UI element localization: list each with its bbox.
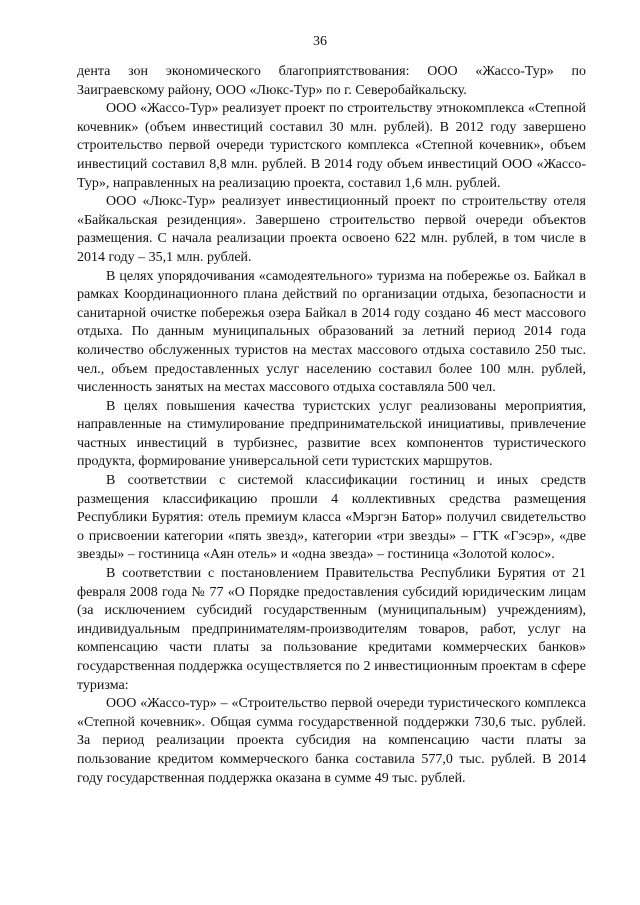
paragraph-continuation: дента зон экономического благоприятствования: ООО «Жассо-Тур» по Заиграевскому району, ООО «Люкс-Тур» по г. Северобайкальску. bbox=[77, 64, 586, 98]
paragraph-zhasso-tour-project: ООО «Жассо-Тур» реализует проект по строительству этнокомплекса «Степной кочевник» (объем инвестиций составил 30 млн. рублей). В 2012 году завершено строительство первой очереди туристского комплекса «Степной кочевник», объем инвестиций составил 8,8 млн. рублей. В 2014 году объем инвестиций ООО «Жассо-Тур», направленных на реализацию проекта, составил 1,6 млн. рублей. bbox=[77, 101, 586, 191]
paragraph-government-resolution: В соответствии с постановлением Правительства Республики Бурятия от 21 февраля 2008 года № 77 «О Порядке предоставления субсидий юридическим лицам (за исключением субсидий государственным (муниципальным) учреждениям), индивидуальным предпринимателям-производителям товаров, работ, услуг на компенсацию части платы за пользование кредитами коммерческих банков» государственная поддержка осуществляется по 2 инвестиционным проектам в сфере туризма: bbox=[77, 566, 586, 693]
page-number: 36 bbox=[313, 34, 327, 49]
paragraph-service-quality: В целях повышения качества туристских услуг реализованы мероприятия, направленные на стимулирование предпринимательской инициативы, привлечение частных инвестиций в турбизнес, развитие всех компонентов туристического продукта, формирование универсальной сети туристских маршрутов. bbox=[77, 398, 586, 470]
paragraph-lyuks-tour-project: ООО «Люкс-Тур» реализует инвестиционный проект по строительству отеля «Байкальская резиденция». Завершено строительство первой очереди объектов размещения. С начала реализации проекта освоено 622 млн. рублей, в том числе в 2014 году – 35,1 млн. рублей. bbox=[77, 194, 586, 265]
body-text bbox=[77, 63, 586, 788]
paragraph-state-support: ООО «Жассо-тур» – «Строительство первой очереди туристического комплекса «Степной кочевник». Общая сумма государственной поддержки 730,6 тыс. рублей. За период реализации проекта субсидия на компенсацию части платы за пользование кредитом коммерческого банка составила 577,0 тыс. рублей. В 2014 году государственная поддержка оказана в сумме 49 тыс. рублей. bbox=[77, 696, 586, 786]
paragraph-mass-recreation: В целях упорядочивания «самодеятельного» туризма на побережье оз. Байкал в рамках Координационного плана действий по организации отдыха, безопасности и санитарной очистке побережья озера Байкал в 2014 году создано 46 мест массового отдыха. По данным муниципальных образований за летний период 2014 года количество обслуженных туристов на местах массового отдыха составило 250 тыс. чел., объем предоставленных услуг населению составил более 100 млн. рублей, численность занятых на местах массового отдыха составляла 500 чел. bbox=[77, 268, 586, 396]
paragraph-hotel-classification: В соответствии с системой классификации гостиниц и иных средств размещения классификацию прошли 4 коллективных средства размещения Республики Бурятия: отель премиум класса «Мэргэн Батор» получил свидетельство о присвоении категории «пять звезд», категории «три звезды» – ГТК «Гэсэр», «две звезды» – гостиница «Аян отель» и «одна звезда» – гостиница «Золотой колос». bbox=[77, 473, 586, 563]
